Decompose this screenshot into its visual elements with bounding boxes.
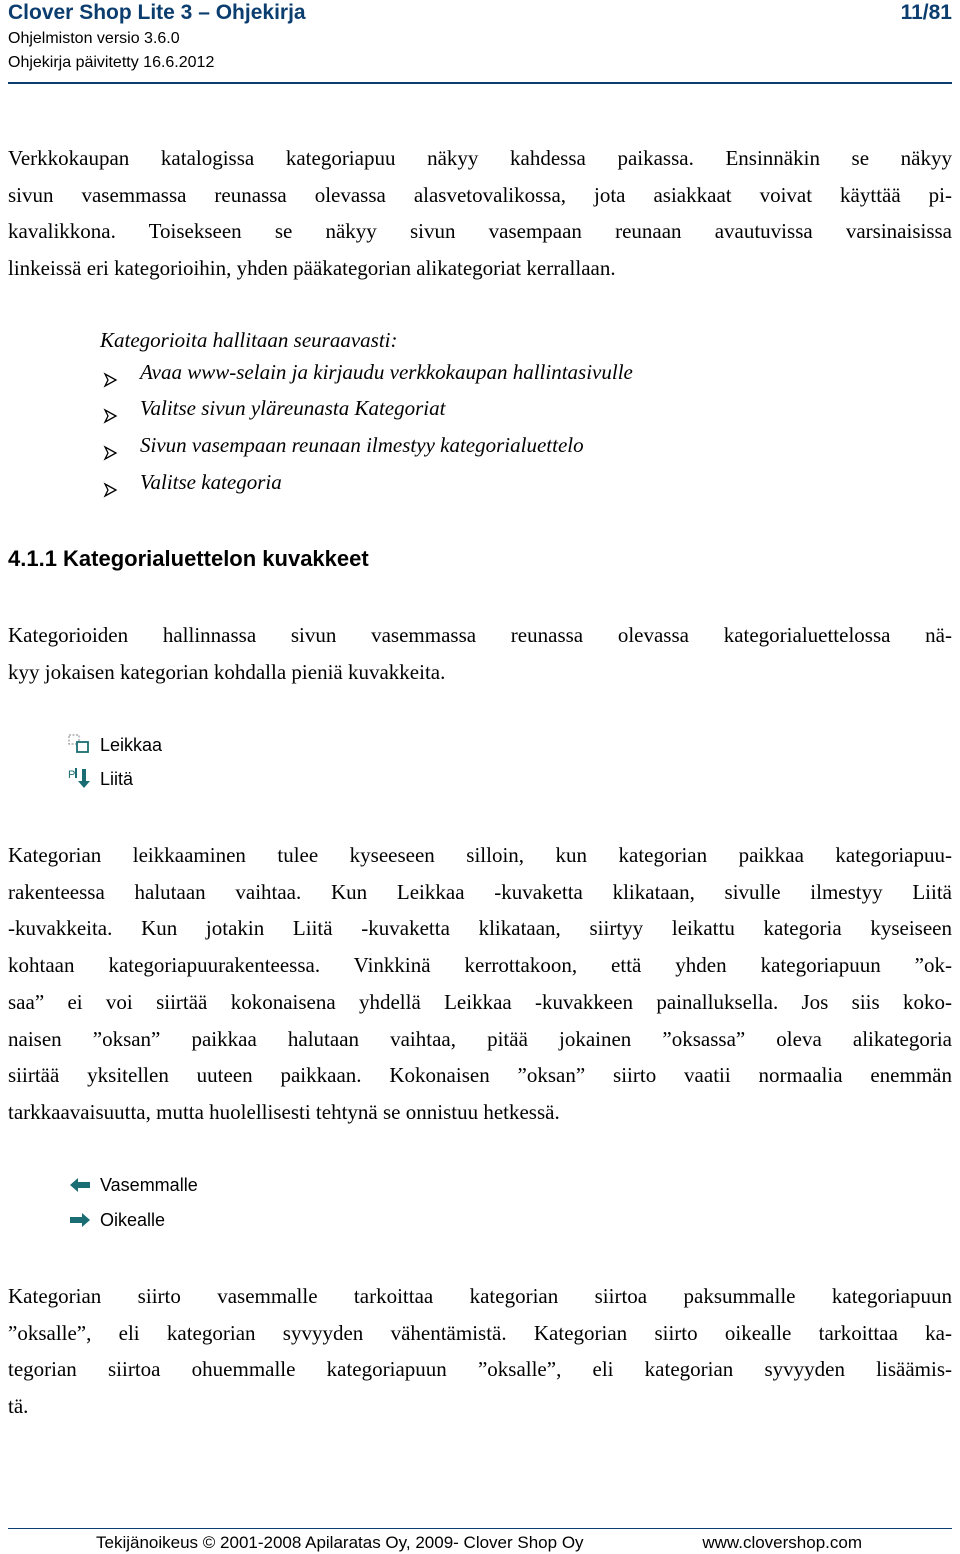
- text-line: Kategorian leikkaaminen tulee kyseeseen silloin, kun kategorian paikkaa kategoriapuu-: [8, 843, 952, 867]
- instruction-step: Avaa www-selain ja kirjaudu verkkokaupan hallintasivulle: [140, 360, 633, 384]
- arrow-bullet-icon: [103, 445, 119, 461]
- text-line: saa” ei voi siirtää kokonaisena yhdellä Leikkaa -kuvakkeen painalluksella. Jos siis koko-: [8, 989, 952, 1014]
- text-line: tarkkaavaisuutta, mutta huolellisesti tehtynä se onnistuu hetkessä.: [8, 1099, 560, 1124]
- arrow-bullet-icon: [103, 482, 119, 498]
- software-version: Ohjelmiston versio 3.6.0: [8, 30, 180, 47]
- arrow-bullet-icon: [103, 408, 119, 424]
- text-line: sivun vasemmassa reunassa olevassa alasvetovalikossa, jota asiakkaat voivat käyttää pi-: [8, 182, 952, 207]
- move-left-label: Vasemmalle: [100, 1174, 198, 1195]
- cut-icon-legend: [68, 731, 162, 759]
- manual-updated-date: Ohjekirja päivitetty 16.6.2012: [8, 54, 215, 71]
- text-line: siirtää yksitellen uuteen paikkaan. Kokonaisen ”oksan” siirto vaatii normaalia enemmän: [8, 1063, 952, 1088]
- cut-label: Leikkaa: [100, 734, 163, 755]
- arrow-bullet-icon: [103, 372, 119, 388]
- intro-paragraph: [8, 140, 952, 287]
- text-line: rakenteessa halutaan vaihtaa. Kun Leikkaa -kuvaketta klikataan, sivulle ilmestyy Liitä: [8, 879, 952, 904]
- paste-label: Liitä: [100, 768, 134, 789]
- text-line: kavalikkona. Toisekseen se näkyy sivun vasempaan reunaan avautuvissa varsinaisissa: [8, 219, 952, 244]
- cut-explanation-paragraph: [8, 837, 952, 1131]
- section-heading: 4.1.1 Kategorialuettelon kuvakkeet: [8, 546, 369, 571]
- move-left-icon-legend: [68, 1171, 198, 1199]
- instruction-step: Sivun vasempaan reunaan ilmestyy kategorialuettelo: [140, 433, 584, 457]
- arrow-right-icon: [68, 1208, 92, 1232]
- text-line: Kategorian siirto vasemmalle tarkoittaa kategorian siirtoa paksummalle kategoriapuun: [8, 1284, 952, 1308]
- icons-intro-paragraph: [8, 617, 952, 690]
- website-link[interactable]: www.clovershop.com: [702, 1533, 862, 1552]
- move-right-icon-legend: [68, 1206, 165, 1234]
- text-line: kohtaan kategoriapuurakenteessa. Vinkkinä kerrottakoon, että yhden kategoriapuun ”ok-: [8, 953, 952, 978]
- document-title: Clover Shop Lite 3 – Ohjekirja: [8, 1, 306, 24]
- footer-divider: [8, 1528, 952, 1529]
- svg-text:P: P: [68, 769, 76, 781]
- text-line: -kuvakkeita. Kun jotakin Liitä -kuvaketta klikataan, siirtyy leikattu kategoria kyseiseen: [8, 916, 952, 941]
- text-line: ”oksalle”, eli kategorian syvyyden vähentämistä. Kategorian siirto oikealle tarkoittaa ka-: [8, 1320, 952, 1345]
- paste-icon: [68, 767, 92, 791]
- text-line: linkeissä eri kategorioihin, yhden pääkategorian alikategoriat kerrallaan.: [8, 256, 616, 281]
- paste-icon-legend: [68, 765, 133, 793]
- text-line: Kategorioiden hallinnassa sivun vasemmassa reunassa olevassa kategorialuettelossa nä-: [8, 623, 952, 647]
- instruction-step: Valitse sivun yläreunasta Kategoriat: [140, 396, 446, 420]
- cut-icon: [68, 733, 92, 757]
- text-line: Verkkokaupan katalogissa kategoriapuu näkyy kahdessa paikassa. Ensinnäkin se näkyy: [8, 146, 952, 170]
- text-line: kyy jokaisen kategorian kohdalla pieniä kuvakkeita.: [8, 659, 446, 684]
- text-line: naisen ”oksan” paikkaa halutaan vaihtaa, pitää jokainen ”oksassa” oleva alikategoria: [8, 1026, 952, 1051]
- text-line: tegorian siirtoa ohuemmalle kategoriapuun ”oksalle”, eli kategorian syvyyden lisäämis-: [8, 1357, 952, 1382]
- move-explanation-paragraph: [8, 1278, 952, 1425]
- text-line: tä.: [8, 1394, 29, 1419]
- instruction-step: Valitse kategoria: [140, 470, 282, 494]
- instructions-heading: Kategorioita hallitaan seuraavasti:: [100, 328, 398, 352]
- move-right-label: Oikealle: [100, 1209, 166, 1230]
- page-number: 11/81: [900, 1, 952, 24]
- copyright-notice: Tekijänoikeus © 2001-2008 Apilaratas Oy, 2009- Clover Shop Oy: [96, 1533, 584, 1552]
- header-divider: [8, 82, 952, 84]
- arrow-left-icon: [68, 1173, 92, 1197]
